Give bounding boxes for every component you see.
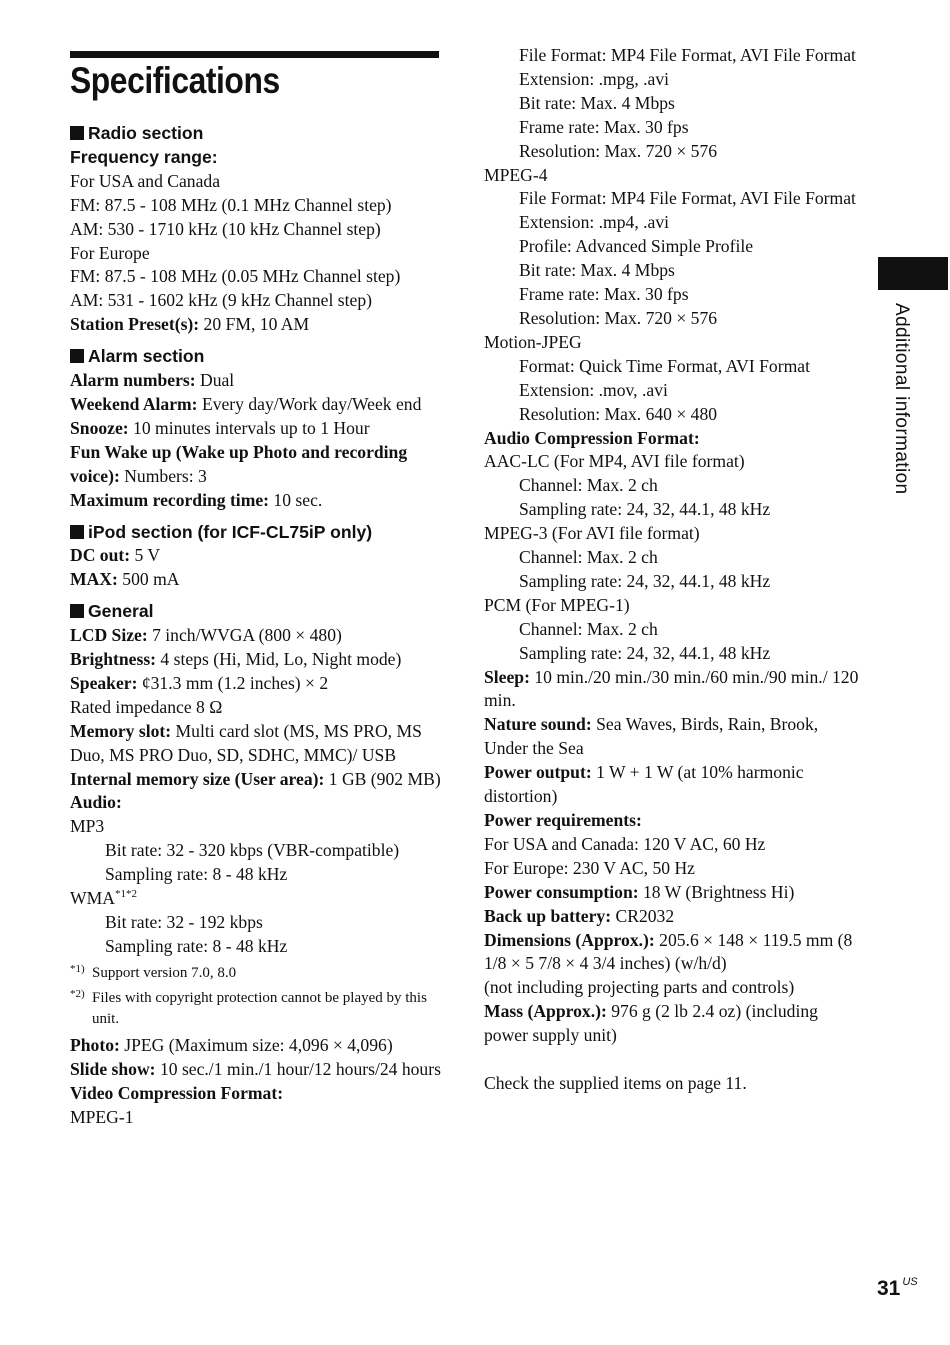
weekend-alarm: Weekend Alarm: Every day/Work day/Week end [70,393,422,414]
mjpeg-extension: Extension: .mov, .avi [519,379,668,400]
power-consumption: Power consumption: 18 W (Brightness Hi) [484,881,795,902]
alarm-numbers: Alarm numbers: Dual [70,370,235,391]
format-mpeg4: MPEG-4 [484,164,548,185]
wma-sampling-rate: Sampling rate: 8 - 48 kHz [105,935,288,956]
section-heading-general: General [70,600,442,624]
footnote-2: *2) Files with copyright protection cannot be played by this unit. [70,988,442,1030]
am-range-europe: AM: 531 - 1602 kHz (9 kHz Channel step) [70,290,372,311]
mpeg1-frame-rate: Frame rate: Max. 30 fps [519,116,689,137]
dc-out: DC out: 5 V [70,545,161,566]
wma-bit-rate: Bit rate: 32 - 192 kbps [105,912,263,932]
maximum-recording-time: Maximum recording time: 10 sec. [70,489,323,510]
mpeg4-frame-rate: Frame rate: Max. 30 fps [519,284,689,305]
nature-sound: Nature sound: Sea Waves, Birds, Rain, Brook, Under the Sea [484,714,819,759]
mpeg1-file-format: File Format: MP4 File Format, AVI File Format [519,45,856,65]
mp3-sampling-rate: Sampling rate: 8 - 48 kHz [105,864,288,885]
fun-wake-up: Fun Wake up (Wake up Photo and recording voice): Numbers: 3 [70,441,408,486]
square-bullet-icon [70,604,84,618]
power-output: Power output: 1 W + 1 W (at 10% harmonic distortion) [484,762,804,807]
mpeg4-file-format: File Format: MP4 File Format, AVI File Format [519,188,856,209]
backup-battery: Back up battery: CR2032 [484,905,675,926]
fm-range-europe: FM: 87.5 - 108 MHz (0.05 MHz Channel step) [70,266,401,287]
format-pcm: PCM (For MPEG-1) [484,594,630,615]
dimensions: Dimensions (Approx.): 205.6 × 148 × 119.5 mm (8 1/8 × 5 7/8 × 4 3/4 inches) (w/h/d) [484,929,853,974]
internal-memory-size: Internal memory size (User area): 1 GB (902 MB) [70,768,441,789]
power-requirements-label: Power requirements: [484,810,642,830]
snooze: Snooze: 10 minutes intervals up to 1 Hour [70,417,370,438]
title-rule [70,51,439,58]
mpeg4-profile: Profile: Advanced Simple Profile [519,236,754,257]
mpeg1-resolution: Resolution: Max. 720 × 576 [519,140,718,161]
mpeg4-bit-rate: Bit rate: Max. 4 Mbps [519,260,675,281]
mp3-bit-rate: Bit rate: 32 - 320 kbps (VBR-compatible) [105,840,400,861]
side-section-label: Additional information [891,303,912,495]
video-compression-label: Video Compression Format: [70,1082,284,1103]
lcd-size: LCD Size: 7 inch/WVGA (800 × 480) [70,625,342,646]
page-title: Specifications [70,60,280,101]
region-europe: For Europe [70,242,150,263]
speaker: Speaker: ¢31.3 mm (1.2 inches) × 2 [70,672,329,693]
power-usa: For USA and Canada: 120 V AC, 60 Hz [484,833,766,854]
footnote-1: *1) Support version 7.0, 8.0 [70,963,442,984]
region-usa: For USA and Canada [70,170,221,191]
format-mpeg3: MPEG-3 (For AVI file format) [484,523,700,544]
aac-channel: Channel: Max. 2 ch [519,475,658,496]
square-bullet-icon [70,349,84,363]
fm-range-usa: FM: 87.5 - 108 MHz (0.1 MHz Channel step) [70,194,392,215]
footnote-reference: *1*2 [114,888,137,901]
section-tab-marker [878,257,948,290]
dimensions-note: (not including projecting parts and controls) [484,977,795,998]
square-bullet-icon [70,126,84,140]
pcm-sampling-rate: Sampling rate: 24, 32, 44.1, 48 kHz [519,642,771,663]
memory-slot: Memory slot: Multi card slot (MS, MS PRO, MS Duo, MS PRO Duo, SD, SDHC, MMC)/ USB [70,720,422,765]
rated-impedance: Rated impedance 8 Ω [70,696,223,717]
mjpeg-format: Format: Quick Time Format, AVI Format [519,355,810,376]
mass: Mass (Approx.): 976 g (2 lb 2.4 oz) (including power supply unit) [484,1001,818,1046]
mpeg4-extension: Extension: .mp4, .avi [519,212,670,233]
section-heading-alarm: Alarm section [70,345,442,369]
photo: Photo: JPEG (Maximum size: 4,096 × 4,096) [70,1034,393,1055]
mpeg3-channel: Channel: Max. 2 ch [519,547,658,568]
section-heading-radio: Radio section [70,122,442,146]
audio-compression-label: Audio Compression Format: [484,427,700,448]
max-current: MAX: 500 mA [70,569,180,590]
mpeg1-extension: Extension: .mpg, .avi [519,68,670,89]
pcm-channel: Channel: Max. 2 ch [519,618,658,639]
check-supplied-items: Check the supplied items on page 11. [484,1073,747,1094]
format-motion-jpeg: Motion-JPEG [484,331,582,352]
square-bullet-icon [70,525,84,539]
audio-label: Audio: [70,792,122,813]
format-aac-lc: AAC-LC (For MP4, AVI file format) [484,451,745,472]
region-code: US [902,1276,918,1288]
frequency-range-label: Frequency range: [70,146,218,167]
mjpeg-resolution: Resolution: Max. 640 × 480 [519,403,718,424]
format-mpeg1: MPEG-1 [70,1106,134,1127]
page-number: 31 $^{US}$ [877,1276,918,1300]
mpeg3-sampling-rate: Sampling rate: 24, 32, 44.1, 48 kHz [519,570,771,591]
right-column [484,44,864,1096]
aac-sampling-rate: Sampling rate: 24, 32, 44.1, 48 kHz [519,499,771,520]
footnote-mark: *2) [70,987,85,1000]
format-mp3: MP3 [70,816,105,837]
brightness: Brightness: 4 steps (Hi, Mid, Lo, Night mode) [70,649,402,670]
station-preset: Station Preset(s): 20 FM, 10 AM [70,314,310,335]
footnote-mark: *1) [70,962,85,975]
format-wma: $WMA^{*1*2}$ [70,888,137,909]
left-column [70,122,442,1129]
slide-show: Slide show: 10 sec./1 min./1 hour/12 hours/24 hours [70,1058,441,1079]
spacer [484,1048,864,1072]
am-range-usa: AM: 530 - 1710 kHz (10 kHz Channel step) [70,218,381,239]
section-heading-ipod: iPod section (for ICF-CL75iP only) [70,521,442,545]
mpeg1-bit-rate: Bit rate: Max. 4 Mbps [519,92,675,113]
sleep: Sleep: 10 min./20 min./30 min./60 min./90 min./ 120 min. [484,666,859,711]
mpeg4-resolution: Resolution: Max. 720 × 576 [519,307,718,328]
power-europe: For Europe: 230 V AC, 50 Hz [484,857,695,878]
